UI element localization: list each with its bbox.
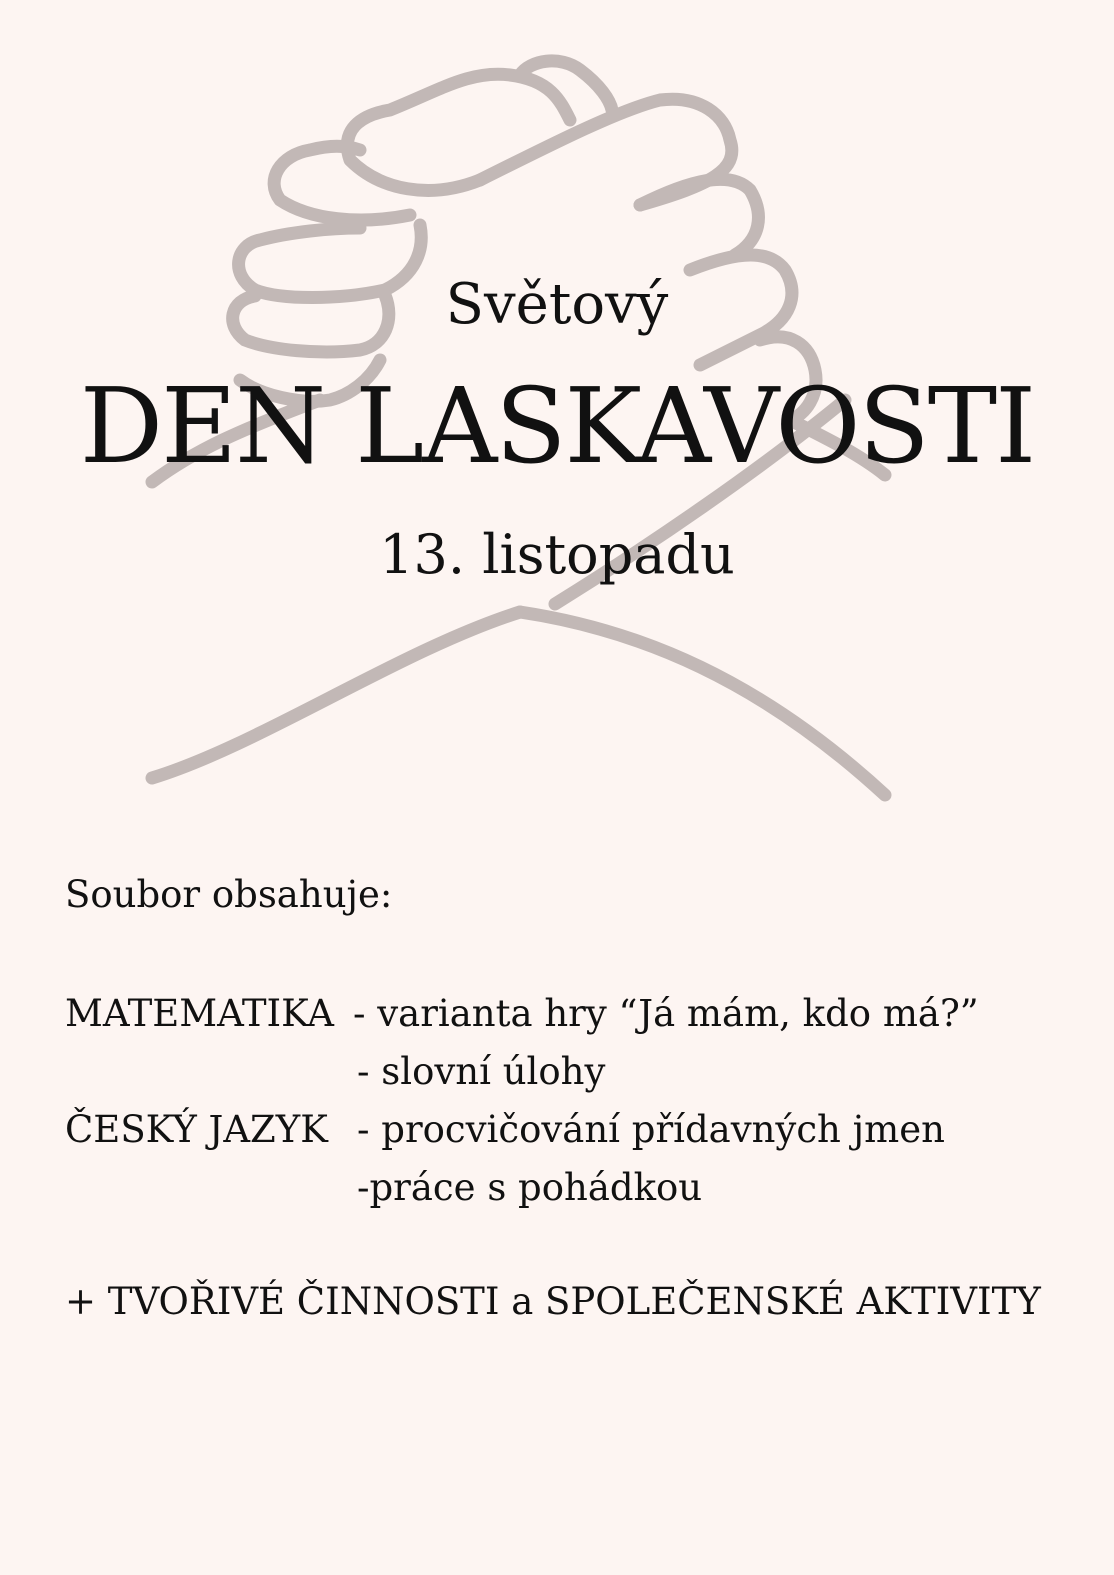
subject-item: - slovní úlohy (357, 1050, 606, 1093)
date: 13. listopadu (379, 523, 735, 586)
page-title: DEN LASKAVOSTI (79, 365, 1035, 487)
subject-item: - procvičování přídavných jmen (357, 1108, 945, 1151)
arm-line-right (520, 612, 885, 795)
subject-item: -práce s pohádkou (357, 1166, 703, 1209)
extra-activities: + TVOŘIVÉ ČINNOSTI a SPOLEČENSKÉ AKTIVITY (65, 1280, 1041, 1323)
subtitle: Světový (445, 272, 669, 337)
intro-text: Soubor obsahuje: (65, 873, 393, 916)
subject-name: ČESKÝ JAZYK (65, 1108, 328, 1151)
subject-item: - varianta hry “Já mám, kdo má?” (353, 992, 979, 1035)
subject-name: MATEMATIKA (65, 992, 335, 1035)
finger-1 (347, 74, 570, 190)
arm-line-left (152, 612, 520, 778)
